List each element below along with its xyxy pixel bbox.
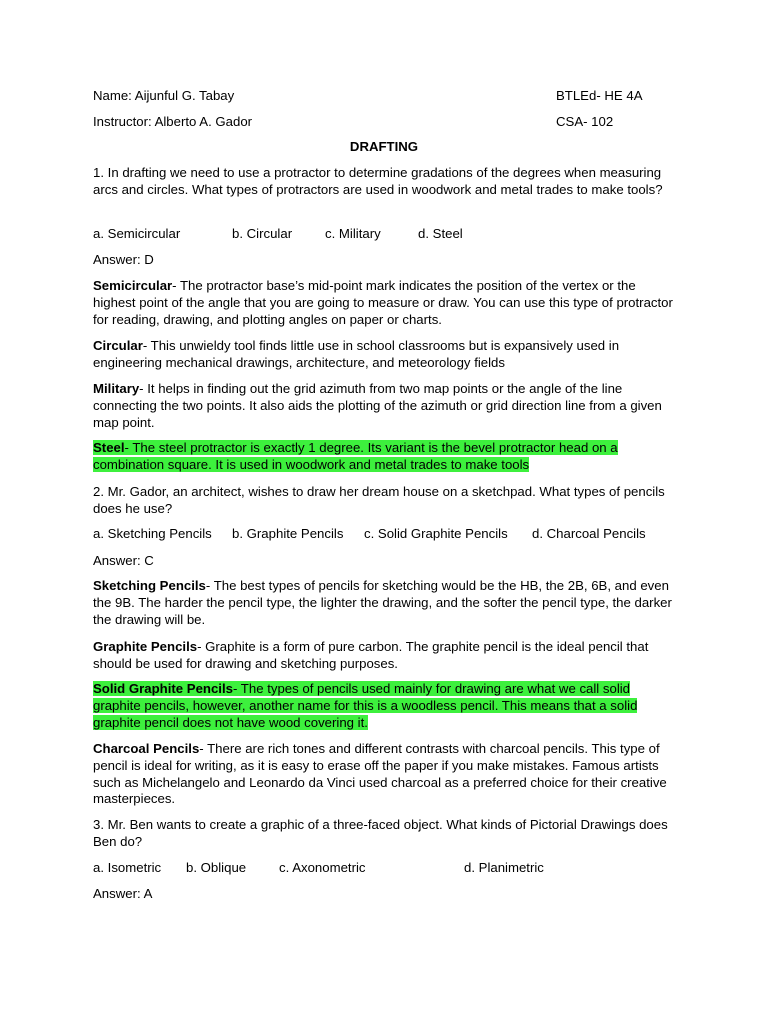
question-2-options <box>93 526 693 543</box>
explanation-charcoal-pencils <box>93 741 678 808</box>
q1-option-d: d. Steel <box>418 226 463 241</box>
term: Military <box>93 381 140 396</box>
definition: - There are rich tones and different contrasts with charcoal pencils. This type of pencil is ideal for writing, as it is easy to erase off the paper if you make mistakes. Famous artists such as Michelangelo and Leonardo da Vinci used charcoal as a preferred choice for their creative masterpieces. <box>93 741 667 807</box>
explanation-military <box>93 381 678 431</box>
highlighted-answer <box>93 440 618 472</box>
explanation-graphite-pencils <box>93 639 678 673</box>
explanation-circular <box>93 338 678 372</box>
term: Steel <box>93 440 125 455</box>
definition: - The steel protractor is exactly 1 degree. Its variant is the bevel protractor head on a combination square. It is used in woodwork and metal trades to make tools <box>93 440 618 472</box>
q1-option-c: c. Military <box>325 226 381 241</box>
question-3: 3. Mr. Ben wants to create a graphic of a three-faced object. What kinds of Pictorial Drawings does Ben do? <box>93 817 668 849</box>
question-3-options <box>93 860 693 877</box>
header-row-1 <box>93 88 693 105</box>
term: Sketching Pencils <box>93 578 206 593</box>
course-section: BTLEd- HE 4A <box>556 88 643 103</box>
term: Solid Graphite Pencils <box>93 681 233 696</box>
question-1: 1. In drafting we need to use a protractor to determine gradations of the degrees when measuring arcs and circles. What types of protractors are used in woodwork and metal trades to make tools? <box>93 165 663 197</box>
definition: - The types of pencils used mainly for drawing are what we call solid graphite pencils, however, another name for this is a woodless pencil. This means that a solid graphite pencil does not have wood covering it. <box>93 681 638 730</box>
term: Charcoal Pencils <box>93 741 200 756</box>
explanation-sketching-pencils <box>93 578 678 628</box>
question-1-options <box>93 226 693 243</box>
document-title: DRAFTING <box>349 139 419 154</box>
q3-option-b: b. Oblique <box>186 860 247 875</box>
definition: - The best types of pencils for sketching would be the HB, the 2B, 6B, and even the 9B. The harder the pencil type, the lighter the drawing, and the softer the pencil type, the darker the drawing will be. <box>93 578 672 627</box>
question-2: 2. Mr. Gador, an architect, wishes to draw her dream house on a sketchpad. What types of pencils does he use? <box>93 484 665 516</box>
definition: - Graphite is a form of pure carbon. The graphite pencil is the ideal pencil that should be used for drawing and sketching purposes. <box>93 639 649 671</box>
q3-option-a: a. Isometric <box>93 860 162 875</box>
question-3-answer: Answer: A <box>93 886 153 901</box>
q2-option-a: a. Sketching Pencils <box>93 526 212 541</box>
definition: - It helps in finding out the grid azimuth from two map points or the angle of the line connecting the two points. It also aids the plotting of the azimuth or grid direction line from a given map point. <box>93 381 662 430</box>
q2-option-d: d. Charcoal Pencils <box>532 526 646 541</box>
question-2-answer: Answer: C <box>93 553 154 568</box>
q1-option-b: b. Circular <box>232 226 293 241</box>
explanation-solid-graphite-highlighted <box>93 681 678 731</box>
explanation-steel-highlighted <box>93 440 678 474</box>
header-row-2 <box>93 114 693 131</box>
definition: - The protractor base’s mid-point mark indicates the position of the vertex or the highest point of the angle that you are going to measure or draw. You can use this type of protractor for reading, drawing, and plotting angles on paper or charts. <box>93 278 673 327</box>
highlighted-answer <box>93 681 637 730</box>
term: Graphite Pencils <box>93 639 198 654</box>
question-1-answer: Answer: D <box>93 252 154 267</box>
q3-option-d: d. Planimetric <box>464 860 544 875</box>
term: Semicircular <box>93 278 173 293</box>
instructor-name: Instructor: Alberto A. Gador <box>93 114 253 129</box>
definition: - This unwieldy tool finds little use in school classrooms but is expansively used in engineering mechanical drawings, architecture, and meteorology fields <box>93 338 620 370</box>
q2-option-c: c. Solid Graphite Pencils <box>364 526 508 541</box>
q2-option-b: b. Graphite Pencils <box>232 526 344 541</box>
q1-option-a: a. Semicircular <box>93 226 181 241</box>
explanation-semicircular <box>93 278 678 328</box>
student-name: Name: Aijunful G. Tabay <box>93 88 235 103</box>
q3-option-c: c. Axonometric <box>279 860 366 875</box>
course-code: CSA- 102 <box>556 114 614 129</box>
term: Circular <box>93 338 143 353</box>
